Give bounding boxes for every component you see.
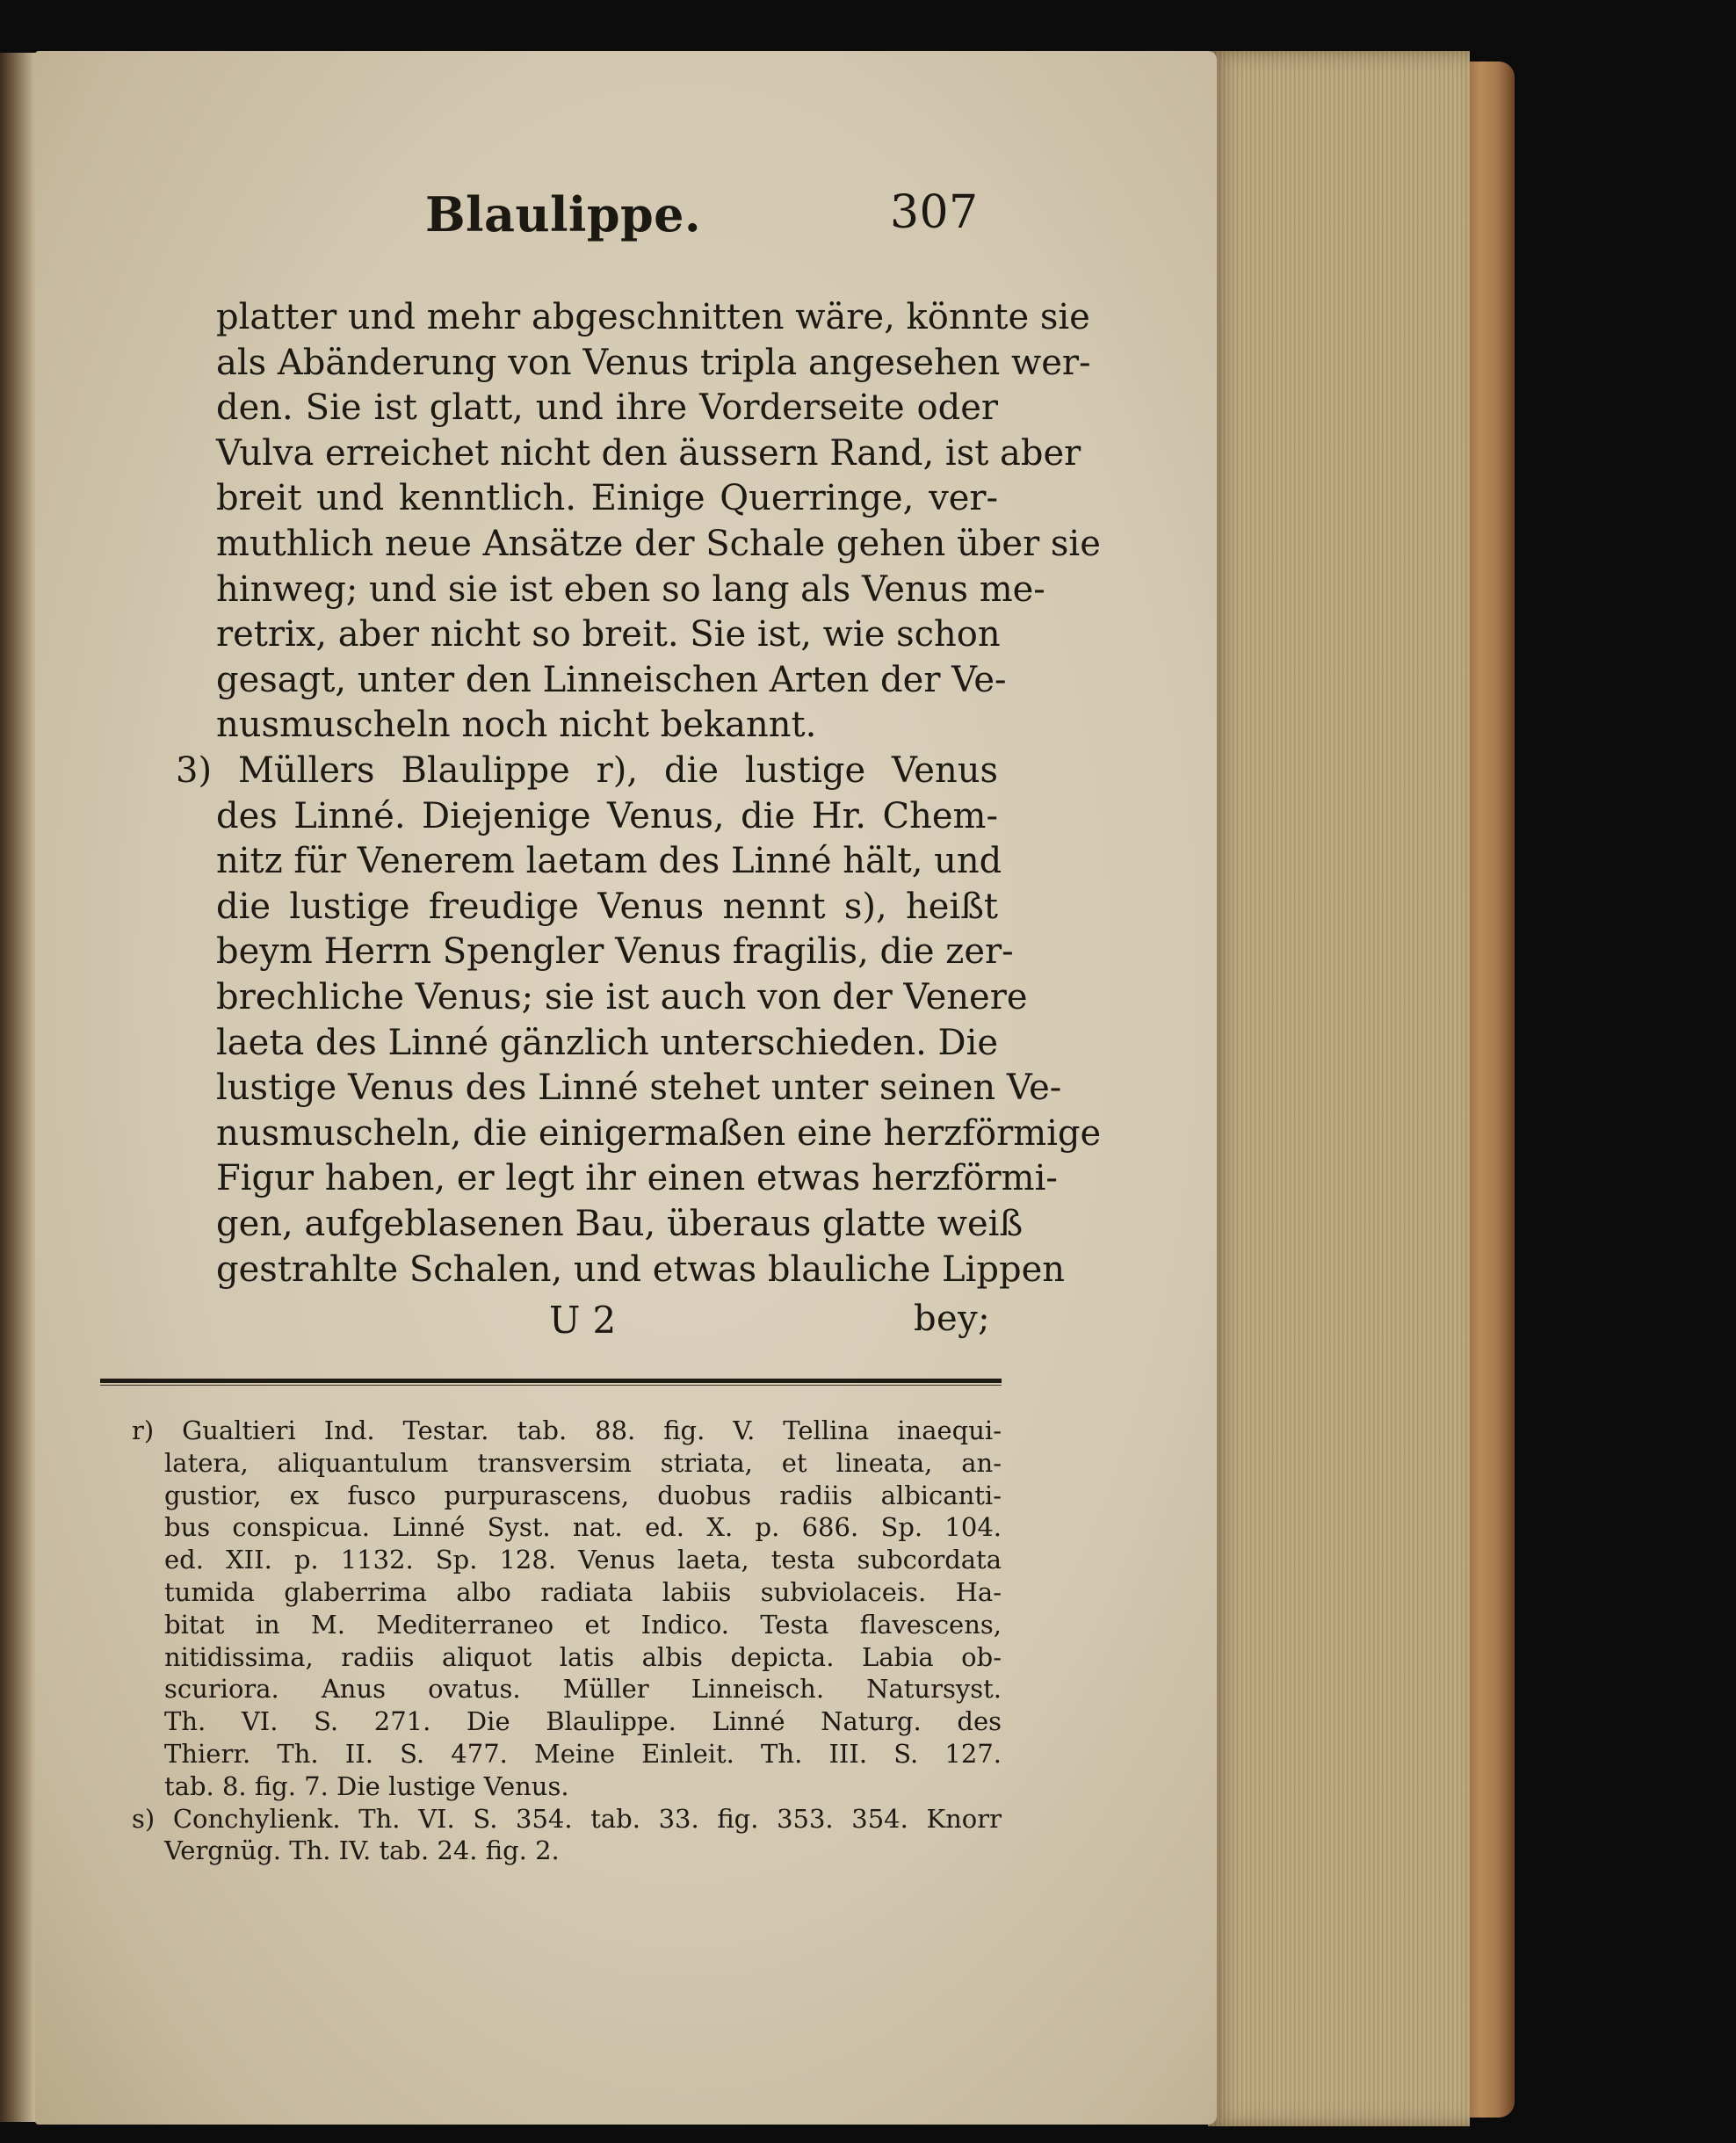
footnote-line: Thierr. Th. II. S. 477. Meine Einleit. Th. III. S. 127. bbox=[164, 1739, 1002, 1769]
footnote-line: tumida glaberrima albo radiata labiis subviolaceis. Ha- bbox=[164, 1577, 1002, 1607]
body-line: gesagt, unter den Linneischen Arten der Ve- bbox=[216, 659, 1007, 700]
footnote-line: r) Gualtieri Ind. Testar. tab. 88. fig. V. Tellina inaequi- bbox=[132, 1415, 1002, 1445]
body-line: platter und mehr abgeschnitten wäre, könnte sie bbox=[216, 297, 1090, 337]
footnote-line: Th. VI. S. 271. Die Blaulippe. Linné Naturg. des bbox=[164, 1706, 1002, 1737]
body-line: hinweg; und sie ist eben so lang als Venus me- bbox=[216, 568, 1045, 610]
footnote-rule bbox=[100, 1379, 1002, 1383]
body-line: breit und kenntlich. Einige Querringe, ver- bbox=[216, 478, 998, 519]
body-line: des Linné. Diejenige Venus, die Hr. Chem- bbox=[216, 795, 998, 836]
footnote-line: nitidissima, radiis aliquot latis albis depicta. Labia ob- bbox=[164, 1641, 1002, 1672]
page-number: 307 bbox=[890, 186, 979, 239]
body-line: 3) Müllers Blaulippe r), die lustige Venus bbox=[176, 750, 998, 791]
footnote-line: gustior, ex fusco purpurascens, duobus radiis albicanti- bbox=[164, 1480, 1002, 1510]
footnote-line: bus conspicua. Linné Syst. nat. ed. X. p. 686. Sp. 104. bbox=[164, 1512, 1002, 1543]
body-line: als Abänderung von Venus tripla angesehen wer- bbox=[216, 342, 1091, 383]
body-line: Vulva erreichet nicht den äussern Rand, ist aber bbox=[216, 432, 1081, 474]
footnote-rule-thin bbox=[100, 1385, 1002, 1386]
body-line: lustige Venus des Linné stehet unter seinen Ve- bbox=[216, 1068, 1062, 1109]
body-line: nitz für Venerem laetam des Linné hält, und bbox=[216, 841, 1002, 882]
body-line: laeta des Linné gänzlich unterschieden. Die bbox=[216, 1022, 999, 1063]
footnote-line: latera, aliquantulum transversim striata, et lineata, an- bbox=[164, 1447, 1002, 1478]
footnote-line: ed. XII. p. 1132. Sp. 128. Venus laeta, testa subcordata bbox=[164, 1545, 1002, 1575]
body-line: den. Sie ist glatt, und ihre Vorderseite oder bbox=[216, 387, 998, 429]
footnote-line: s) Conchylienk. Th. VI. S. 354. tab. 33. fig. 353. 354. Knorr bbox=[132, 1803, 1002, 1834]
body-line: nusmuscheln noch nicht bekannt. bbox=[216, 705, 817, 746]
catchword: bey; bbox=[914, 1299, 990, 1339]
footnote-line: scuriora. Anus ovatus. Müller Linneisch. Natursyst. bbox=[164, 1674, 1002, 1705]
body-line: gestrahlte Schalen, und etwas blauliche Lippen bbox=[216, 1249, 1065, 1290]
body-line: die lustige freudige Venus nennt s), heißt bbox=[216, 886, 998, 927]
footnote-line: Vergnüg. Th. IV. tab. 24. fig. 2. bbox=[164, 1835, 560, 1866]
footnote-line: tab. 8. fig. 7. Die lustige Venus. bbox=[164, 1770, 569, 1801]
body-line: muthlich neue Ansätze der Schale gehen über sie bbox=[216, 524, 1101, 564]
signature-mark: U 2 bbox=[549, 1299, 617, 1342]
body-line: Figur haben, er legt ihr einen etwas herzförmi- bbox=[216, 1158, 1058, 1199]
body-line: beym Herrn Spengler Venus fragilis, die zer- bbox=[216, 931, 1014, 973]
body-line: gen, aufgeblasenen Bau, überaus glatte weiß bbox=[216, 1204, 1024, 1244]
body-line: retrix, aber nicht so breit. Sie ist, wie schon bbox=[216, 614, 1001, 655]
footnote-line: bitat in M. Mediterraneo et Indico. Testa flavescens, bbox=[164, 1609, 1002, 1640]
body-line: nusmuscheln, die einigermaßen eine herzförmige bbox=[216, 1112, 1102, 1154]
body-line: brechliche Venus; sie ist auch von der Venere bbox=[216, 977, 1028, 1017]
page-block-edge bbox=[1208, 51, 1470, 2126]
running-header-title: Blaulippe. bbox=[425, 186, 702, 243]
